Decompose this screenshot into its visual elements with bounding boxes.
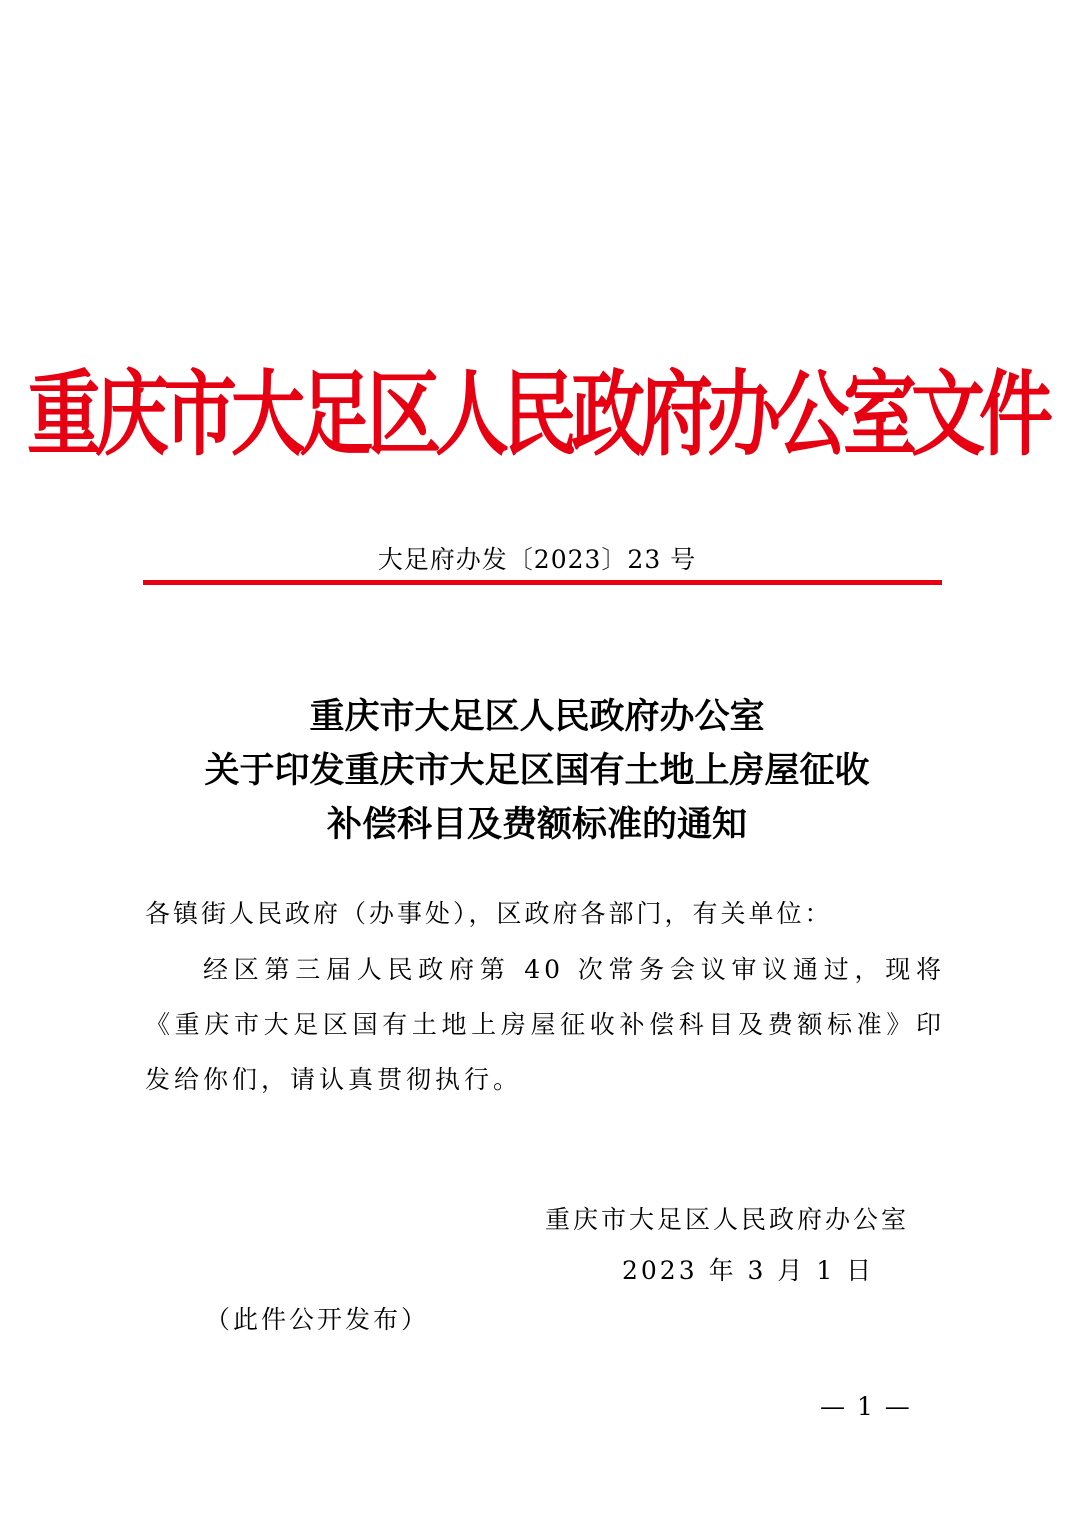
document-number: 大足府办发〔2023〕23 号 bbox=[377, 545, 697, 574]
signature-organization: 重庆市大足区人民政府办公室 bbox=[545, 1205, 910, 1234]
publish-note: （此件公开发布） bbox=[205, 1305, 430, 1334]
notice-title-line-1: 重庆市大足区人民政府办公室 bbox=[309, 696, 765, 737]
body-paragraph: 经区第三届人民政府第 40 次常务会议审议通过，现将《重庆市大足区国有土地上房屋征收补偿科目及费额标准》印发给你们，请认真贯彻执行。 bbox=[145, 955, 945, 1094]
notice-title bbox=[0, 690, 1074, 852]
masthead-title: 重庆市大足区人民政府办公室文件 bbox=[27, 361, 1047, 469]
signature-date: 2023 年 3 月 1 日 bbox=[622, 1256, 875, 1285]
notice-title-line-2: 关于印发重庆市大足区国有土地上房屋征收 bbox=[204, 750, 870, 791]
page-number: — 1 — bbox=[820, 1392, 912, 1421]
red-divider-line bbox=[143, 580, 942, 585]
salutation: 各镇街人民政府（办事处），区政府各部门，有关单位： bbox=[145, 899, 833, 928]
notice-title-line-3: 补偿科目及费额标准的通知 bbox=[326, 804, 747, 845]
